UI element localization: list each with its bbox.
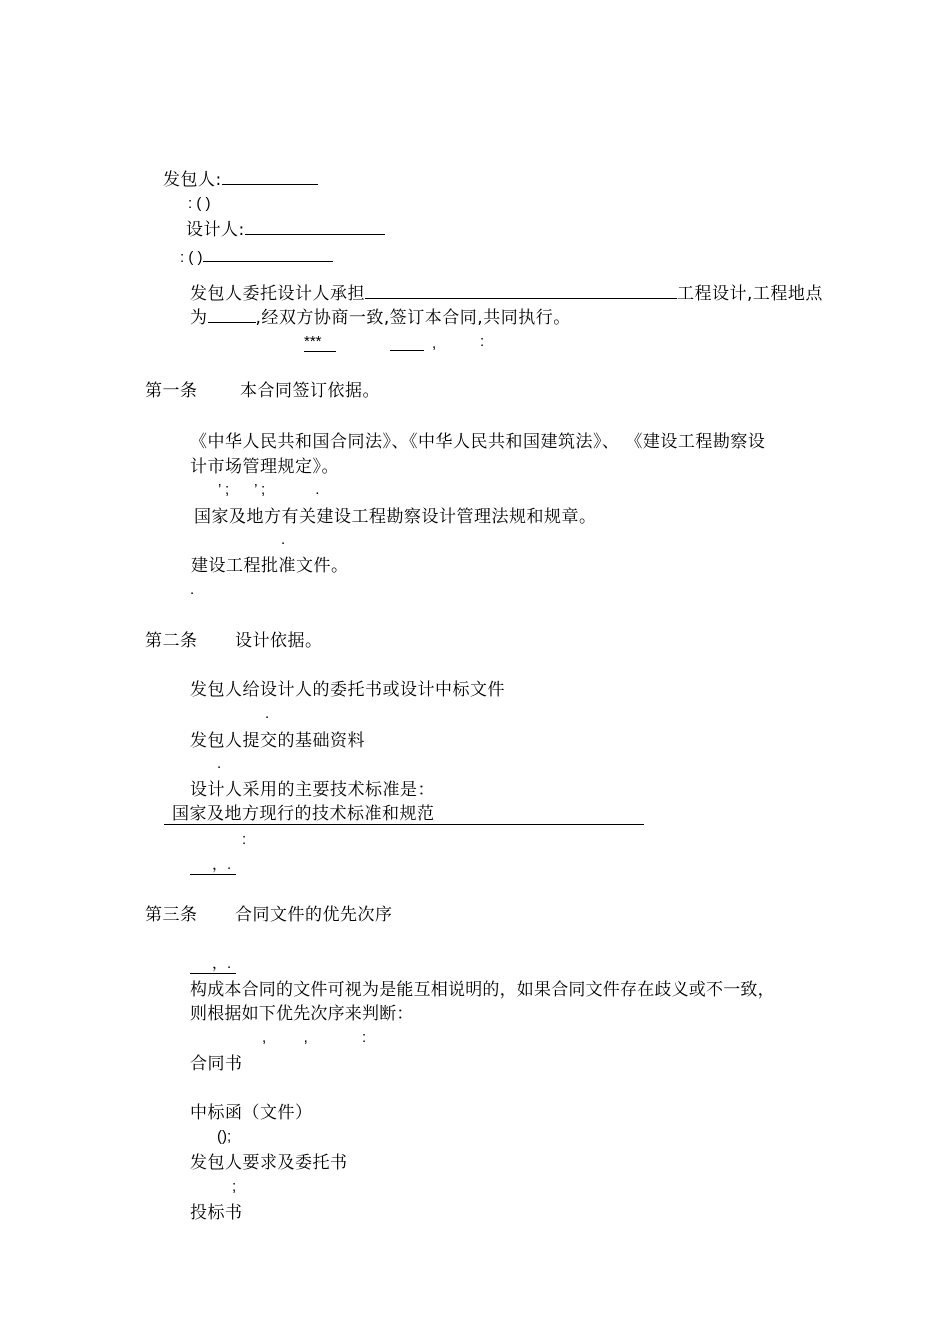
article-2-item-4: 国家及地方现行的技术标准和规范 xyxy=(172,804,435,824)
intro-text-d: ,经双方协商一致,签订本合同,共同执行。 xyxy=(255,308,571,328)
article-3-title: 合同文件的优先次序 xyxy=(235,905,393,925)
article-3-label: 第三条 xyxy=(145,905,198,925)
article-2-label: 第二条 xyxy=(145,631,198,651)
article-3-doc-3: 发包人要求及委托书 xyxy=(190,1153,348,1173)
intro-comma: , xyxy=(432,335,437,352)
article-2-heading xyxy=(145,630,545,652)
designer-label: 设计人: xyxy=(186,220,245,240)
article-2-dot-1: . xyxy=(265,705,270,722)
article-1-item-3: 建设工程批准文件。 xyxy=(191,556,349,576)
intro-line-1 xyxy=(190,282,823,305)
designer-paren-line xyxy=(180,245,333,267)
designer-paren-blank[interactable] xyxy=(203,245,333,262)
article-2-colon: : xyxy=(242,831,247,848)
article-1-item-1-line-2: 计市场管理规定》。 xyxy=(190,457,339,477)
article-3-para-line-1: 构成本合同的文件可视为是能互相说明的，如果合同文件存在歧义或不一致， xyxy=(190,980,775,1000)
employer-blank[interactable] xyxy=(222,168,318,185)
article-3-tail: ，. xyxy=(190,955,236,974)
article-1-label: 第一条 xyxy=(145,381,198,401)
intro-line-2 xyxy=(190,306,571,329)
intro-text-a: 发包人委托设计人承担 xyxy=(190,284,365,304)
article-3-doc-3-semi: ; xyxy=(232,1178,237,1195)
intro-text-c: 为 xyxy=(190,308,208,328)
designer-paren: : ( ) xyxy=(180,249,203,266)
article-1-dot-3: . xyxy=(190,581,195,598)
article-2-tail: ，. xyxy=(190,856,236,875)
article-1-dot-2: . xyxy=(281,531,286,548)
article-1-item-1-line-1: 《中华人民共和国合同法》、《中华人民共和国建筑法》、 《建设工程勘察设 xyxy=(190,432,766,452)
employer-label: 发包人: xyxy=(163,170,222,190)
article-3-punct: , , : xyxy=(262,1029,367,1046)
employer-line xyxy=(163,168,318,191)
intro-stars: *** xyxy=(304,333,336,352)
article-1-title: 本合同签订依据。 xyxy=(240,381,380,401)
article-3-doc-4: 投标书 xyxy=(190,1203,243,1223)
location-blank[interactable] xyxy=(208,306,256,323)
intro-text-b: 工程设计,工程地点 xyxy=(677,284,823,304)
article-1-item-2: 国家及地方有关建设工程勘察设计管理法规和规章。 xyxy=(194,507,597,527)
article-2-dot-2: . xyxy=(217,755,222,772)
article-2-item-3: 设计人采用的主要技术标准是： xyxy=(190,780,435,800)
designer-line xyxy=(186,218,385,241)
article-1-heading xyxy=(145,380,545,402)
article-2-item-4-line xyxy=(164,803,644,825)
article-2-title: 设计依据。 xyxy=(235,631,323,651)
designer-blank[interactable] xyxy=(245,218,385,235)
article-3-doc-1: 合同书 xyxy=(190,1054,243,1074)
article-3-para-line-2: 则根据如下优先次序来判断： xyxy=(190,1004,414,1024)
intro-short-blank[interactable] xyxy=(390,333,424,351)
article-2-item-1: 发包人给设计人的委托书或设计中标文件 xyxy=(190,680,505,700)
article-3-doc-2: 中标函（文件） xyxy=(190,1103,313,1123)
article-2-item-2: 发包人提交的基础资料 xyxy=(190,731,365,751)
article-3-doc-2-paren: (); xyxy=(217,1128,232,1145)
intro-colon: : xyxy=(480,333,485,350)
article-3-heading xyxy=(145,904,545,926)
project-name-blank[interactable] xyxy=(365,282,677,299)
article-1-punct: ’ ; ’ ; . xyxy=(218,481,320,498)
employer-paren: : ( ) xyxy=(188,195,211,212)
